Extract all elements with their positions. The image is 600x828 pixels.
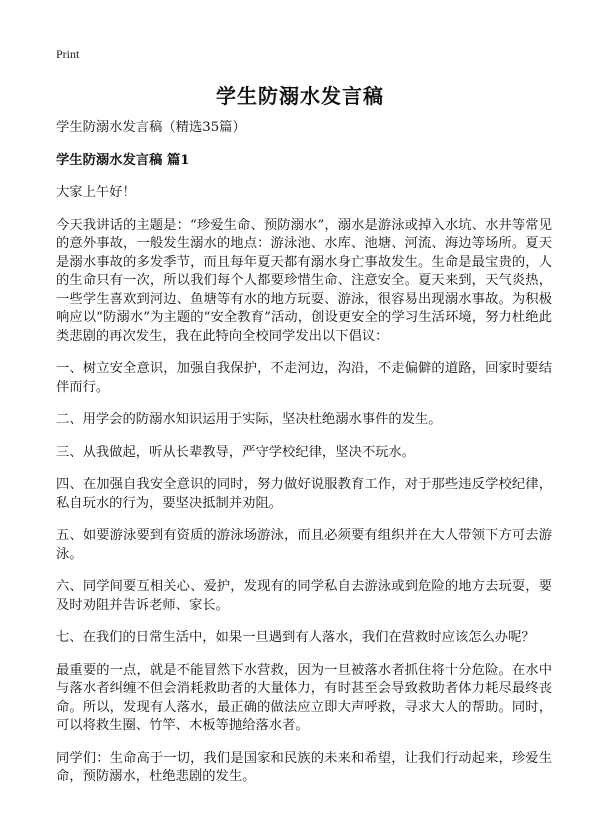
paragraph-item-7: 七、在我们的日常生活中，如果一旦遇到有人落水，我们在营救时应该怎么办呢？ [56, 630, 535, 645]
paragraph-item-6: 六、同学间要互相关心、爱护，发现有的同学私自去游泳或到危险的地方去玩耍，要及时劝阻并告诉老师、家长。 [56, 579, 552, 613]
greeting: 大家上午好！ [56, 185, 136, 200]
paragraph-item-1: 一、树立安全意识，加强自我保护，不走河边，沟沿，不走偏僻的道路，回家时要结伴而行。 [56, 361, 552, 395]
print-label: Print [56, 47, 80, 61]
page-title: 学生防溺水发言稿 [216, 84, 384, 108]
paragraph-closing: 同学们：生命高于一切，我们是国家和民族的未来和希望，让我们行动起来，珍爱生命，预防溺水，杜绝悲剧的发生。 [56, 750, 552, 784]
paragraph-intro: 今天我讲话的主题是：“珍爱生命、预防溺水”，溺水是游泳或掉入水坑、水井等常见的意外事故，一般发生溺水的地点：游泳池、水库、池塘、河流、海边等场所。夏天是溺水事故的多发季节，而且每年夏天都有溺水身亡事故发生。生命是最宝贵的，人的生命只有一次，所以我们每个人都要珍惜生命、注意安全。夏天来到，天气炎热，一些学生喜欢到河边、鱼塘等有水的地方玩耍、游泳，很容易出现溺水事故。为积极响应以“防溺水”为主题的“安全教育”活动，创设更安全的学习生活环境，努力杜绝此类悲剧的再次发生，我在此特向全校同学发出以下倡议： [56, 217, 552, 344]
paragraph-rescue: 最重要的一点，就是不能冒然下水营救，因为一旦被落水者抓住将十分危险。在水中与落水者纠缠不但会消耗救助者的大量体力，有时甚至会导致救助者体力耗尽最终丧命。所以，发现有人落水，最正确的做法应立即大声呼救，寻求大人的帮助。同时，可以将救生圈、竹竿、木板等抛给落水者。 [56, 662, 552, 733]
paragraph-item-3: 三、从我做起，听从长辈教导，严守学校纪律，坚决不玩水。 [56, 444, 416, 460]
paragraph-item-2: 二、用学会的防溺水知识运用于实际，坚决杜绝溺水事件的发生。 [56, 412, 442, 427]
document-body [56, 119, 552, 801]
document-subtitle: 学生防溺水发言稿（精选35篇） [56, 120, 246, 135]
paragraph-item-4: 四、在加强自我安全意识的同时，努力做好说服教育工作，对于那些违反学校纪律，私自玩水的行为，要坚决抵制并劝阻。 [56, 477, 552, 511]
section-heading: 学生防溺水发言稿 篇1 [56, 152, 190, 168]
paragraph-item-5: 五、如要游泳要到有资质的游泳场游泳，而且必须要有组织并在大人带领下方可去游泳。 [56, 528, 552, 562]
